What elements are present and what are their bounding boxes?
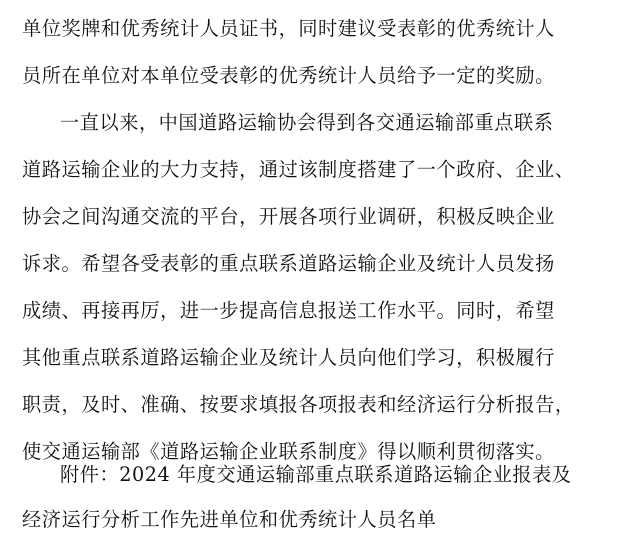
attachment-line: 附件：2024 年度交通运输部重点联系道路运输企业报表及 xyxy=(60,463,572,486)
paragraph-line: 员所在单位对本单位受表彰的优秀统计人员给予一定的奖励。 xyxy=(22,64,555,87)
paragraph-line: 成绩、再接再厉，进一步提高信息报送工作水平。同时，希望 xyxy=(22,299,555,322)
paragraph-line: 使交通运输部《道路运输企业联系制度》得以顺利贯彻落实。 xyxy=(22,440,555,463)
paragraph-line: 诉求。希望各受表彰的重点联系道路运输企业及统计人员发扬 xyxy=(22,252,555,275)
paragraph-line: 道路运输企业的大力支持，通过该制度搭建了一个政府、企业、 xyxy=(22,158,575,181)
paragraph-line: 职责，及时、准确、按要求填报各项报表和经济运行分析报告， xyxy=(22,393,575,416)
paragraph-line: 协会之间沟通交流的平台，开展各项行业调研，积极反映企业 xyxy=(22,205,555,228)
paragraph-line: 其他重点联系道路运输企业及统计人员向他们学习，积极履行 xyxy=(22,346,555,369)
paragraph-line: 一直以来，中国道路运输协会得到各交通运输部重点联系 xyxy=(60,111,554,134)
attachment-line: 经济运行分析工作先进单位和优秀统计人员名单 xyxy=(22,508,437,531)
paragraph-line: 单位奖牌和优秀统计人员证书，同时建议受表彰的优秀统计人 xyxy=(22,17,555,40)
